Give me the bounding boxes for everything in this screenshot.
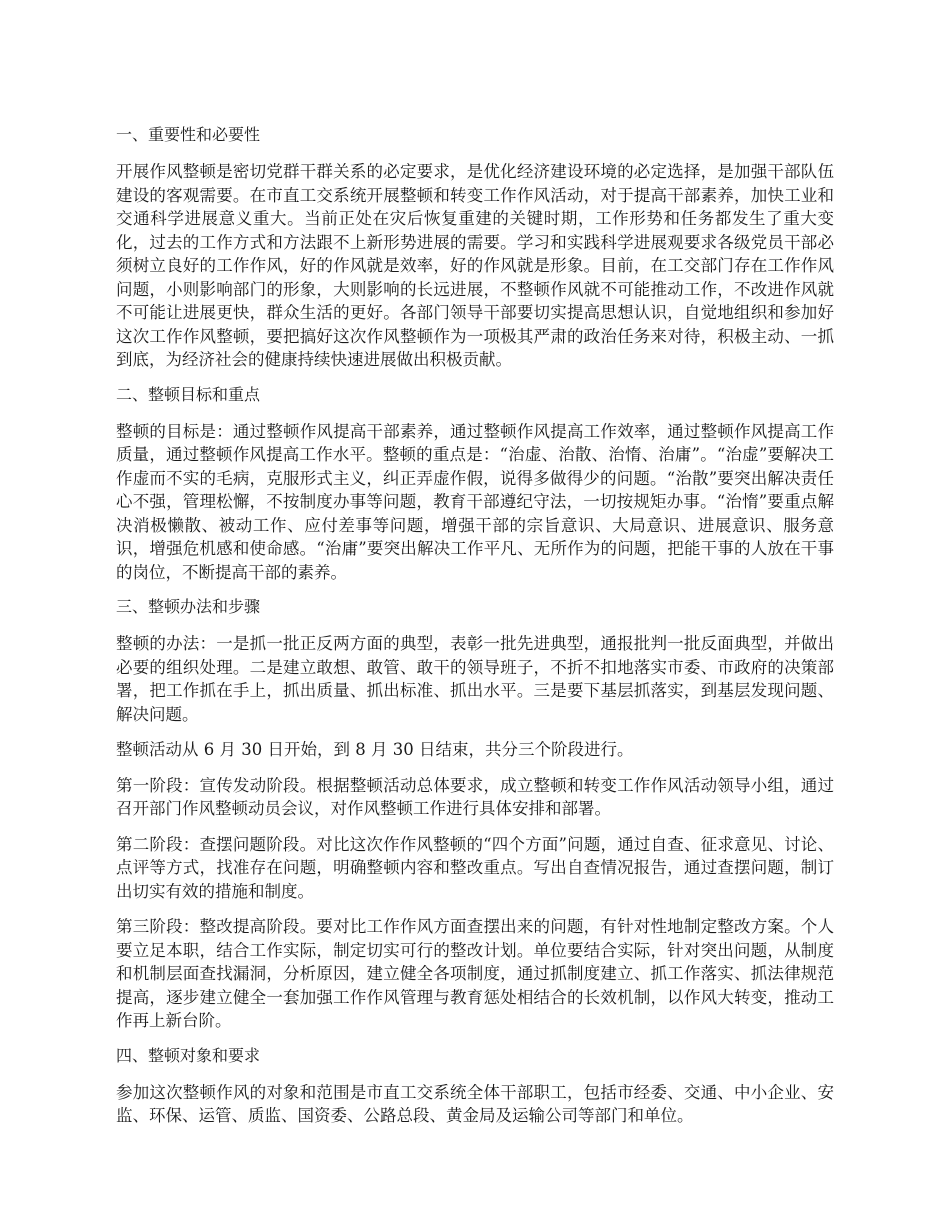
paragraph-stage-two: 第二阶段：查摆问题阶段。对比这次作作风整顿的“四个方面”问题，通过自查、征求意见、讨论、点评等方式，找准存在问题，明确整顿内容和整改重点。写出自查情况报告，通过查摆问题，制订出切实有效的措施和制度。 <box>116 834 834 901</box>
paragraph-goals: 整顿的目标是：通过整顿作风提高干部素养，通过整顿作风提高工作效率，通过整顿作风提高工作质量，通过整顿作风提高工作水平。整顿的重点是：“治虚、治散、治惰、治庸”。“治虚”要解决工作虚而不实的毛病，克服形式主义，纠正弄虚作假，说得多做得少的问题。“治散”要突出解决责任心不强，管理松懈，不按制度办事等问题，教育干部遵纪守法，一切按规矩办事。“治惰”要重点解决消极懒散、被动工作、应付差事等问题，增强干部的宗旨意识、大局意识、进展意识、服务意识，增强危机感和使命感。“治庸”要突出解决工作平凡、无所作为的问题，把能干事的人放在干事的岗位，不断提高干部的素养。 <box>116 421 834 582</box>
section-heading-targets: 四、整顿对象和要求 <box>116 1045 261 1065</box>
paragraph-schedule: 整顿活动从 6 月 30 日开始，到 8 月 30 日结束，共分三个阶段进行。 <box>116 740 634 759</box>
section-heading-methods: 三、整顿办法和步骤 <box>116 597 261 616</box>
section-heading-goals: 二、整顿目标和重点 <box>116 384 261 404</box>
paragraph-stage-one: 第一阶段：宣传发动阶段。根据整顿活动总体要求，成立整顿和转变工作作风活动领导小组，通过召开部门作风整顿动员会议，对作风整顿工作进行具体安排和部署。 <box>116 775 834 818</box>
section-heading-importance: 一、重要性和必要性 <box>116 125 261 144</box>
paragraph-targets: 参加这次整顿作风的对象和范围是市直工交系统全体干部职工，包括市经委、交通、中小企业、安监、环保、运管、质监、国资委、公路总段、黄金局及运输公司等部门和单位。 <box>116 1082 834 1125</box>
paragraph-stage-three: 第三阶段：整改提高阶段。要对比工作作风方面查摆出来的问题，有针对性地制定整改方案。个人要立足本职，结合工作实际，制定切实可行的整改计划。单位要结合实际，针对突出问题，从制度和机制层面查找漏洞，分析原因，建立健全各项制度，通过抓制度建立、抓工作落实、抓法律规范提高，逐步建立健全一套加强工作作风管理与教育惩处相结合的长效机制，以作风大转变，推动工作再上新台阶。 <box>116 917 834 1030</box>
paragraph-importance: 开展作风整顿是密切党群干群关系的必定要求，是优化经济建设环境的必定选择，是加强干部队伍建设的客观需要。在市直工交系统开展整顿和转变工作作风活动，对于提高干部素养，加快工业和交通科学进展意义重大。当前正处在灾后恢复重建的关键时期，工作形势和任务都发生了重大变化，过去的工作方式和方法跟不上新形势进展的需要。学习和实践科学进展观要求各级党员干部必须树立良好的工作作风，好的作风就是效率，好的作风就是形象。目前，在工交部门存在工作作风问题，小则影响部门的形象，大则影响的长远进展，不整顿作风就不可能推动工作，不改进作风就不可能让进展更快，群众生活的更好。各部门领导干部要切实提高思想认识，自觉地组织和参加好这次工作作风整顿，要把搞好这次作风整顿作为一项极其严肃的政治任务来对待，积极主动、一抓到底，为经济社会的健康持续快速进展做出积极贡献。 <box>116 162 834 369</box>
paragraph-methods: 整顿的办法：一是抓一批正反两方面的典型，表彰一批先进典型，通报批判一批反面典型，并做出必要的组织处理。二是建立敢想、敢管、敢干的领导班子，不折不扣地落实市委、市政府的决策部署，把工作抓在手上，抓出质量、抓出标准、抓出水平。三是要下基层抓落实，到基层发现问题、解决问题。 <box>116 634 834 724</box>
